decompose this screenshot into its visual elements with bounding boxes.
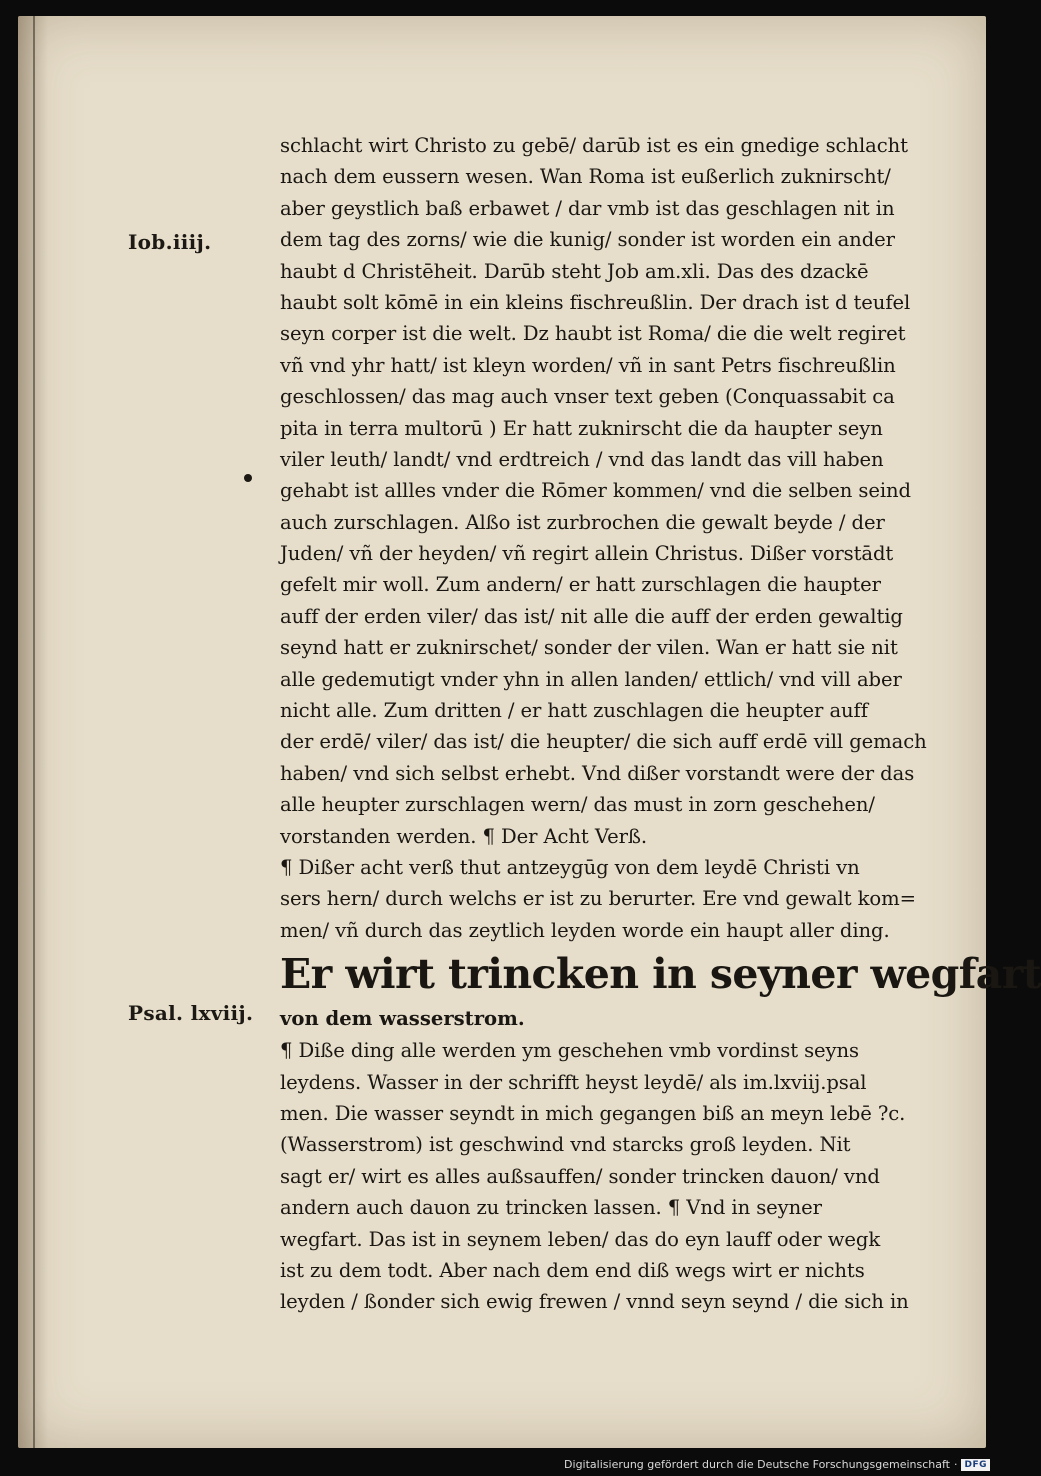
- dfg-logo-icon: DFG: [961, 1459, 990, 1471]
- text-line: (Wasserstrom) ist geschwind vnd starcks groß leyden. Nit: [280, 1133, 851, 1157]
- text-line: seyn corper ist die welt. Dz haubt ist Roma/ die die welt regiret: [280, 322, 906, 346]
- text-line: nicht alle. Zum dritten / er hatt zuschlagen die heupter auff: [280, 699, 868, 723]
- text-section-1: [280, 130, 956, 946]
- digitization-footer: Digitalisierung gefördert durch die Deutsche Forschungsgemeinschaft · DFG: [564, 1458, 990, 1471]
- margin-bullet-mark: [244, 474, 252, 482]
- text-line: sers hern/ durch welchs er ist zu berurter. Ere vnd gewalt kom=: [280, 887, 916, 911]
- text-line: sagt er/ wirt es alles außsauffen/ sonder trincken dauon/ vnd: [280, 1164, 880, 1188]
- text-line: viler leuth/ landt/ vnd erdtreich / vnd das landt das vill haben: [280, 447, 884, 471]
- text-line: auff der erden viler/ das ist/ nit alle die auff der erden gewaltig: [280, 604, 903, 628]
- text-line: auch zurschlagen. Alßo ist zurbrochen die gewalt beyde / der: [280, 510, 885, 534]
- text-line: Juden/ vñ der heyden/ vñ regirt allein Christus. Dißer vorstādt: [280, 542, 894, 566]
- footer-credit: Digitalisierung gefördert durch die Deutsche Forschungsgemeinschaft: [564, 1458, 950, 1471]
- text-line: aber geystlich baß erbawet / dar vmb ist das geschlagen nit in: [280, 196, 895, 220]
- page-gutter: [33, 16, 35, 1448]
- text-line: andern auch dauon zu trincken lassen. ¶ Vnd in seyner: [280, 1196, 822, 1220]
- margin-note-job: Iob.iiij.: [128, 230, 212, 254]
- text-line: schlacht wirt Christo zu gebē/ darūb ist es ein gnedige schlacht: [280, 134, 908, 157]
- text-line: wegfart. Das ist in seynem leben/ das do eyn lauff oder wegk: [280, 1227, 881, 1251]
- text-line: gefelt mir woll. Zum andern/ er hatt zurschlagen die haupter: [280, 573, 881, 597]
- text-line: leyden / ßonder sich ewig frewen / vnnd seyn seynd / die sich in: [280, 1290, 909, 1314]
- text-line: pita in terra multorū ) Er hatt zuknirscht die da haupter seyn: [280, 416, 883, 440]
- text-line: leydens. Wasser in der schrifft heyst leydē/ als im.lxviij.psal: [280, 1070, 867, 1094]
- text-line: vñ vnd yhr hatt/ ist kleyn worden/ vñ in sant Petrs fischreußlin: [280, 353, 896, 377]
- text-section-2: [280, 1035, 956, 1318]
- verse-heading-continuation: von dem wasserstrom.: [280, 1007, 525, 1031]
- text-line: alle gedemutigt vnder yhn in allen landen/ ettlich/ vnd vill aber: [280, 667, 902, 691]
- text-line: vorstanden werden. ¶ Der Acht Verß.: [280, 824, 647, 848]
- text-line: geschlossen/ das mag auch vnser text geben (Conquassabit ca: [280, 385, 895, 409]
- margin-note-psalm: Psal. lxviij.: [128, 1001, 254, 1025]
- text-line: alle heupter zurschlagen wern/ das must in zorn geschehen/: [280, 793, 875, 817]
- text-line: ist zu dem todt. Aber nach dem end diß wegs wirt er nichts: [280, 1258, 865, 1282]
- text-line: dem tag des zorns/ wie die kunig/ sonder ist worden ein ander: [280, 228, 895, 252]
- text-line: men/ vñ durch das zeytlich leyden worde ein haupt aller ding.: [280, 918, 890, 942]
- text-line: haben/ vnd sich selbst erhebt. Vnd dißer vorstandt were der das: [280, 761, 915, 785]
- text-line: gehabt ist allles vnder die Rōmer kommen/ vnd die selben seind: [280, 479, 911, 503]
- verse-heading: Er wirt trincken in seyner wegfart: [280, 950, 1041, 999]
- book-page: [18, 16, 1041, 1448]
- text-line: haubt d Christēheit. Darūb steht Job am.xli. Das des dzackē: [280, 259, 869, 283]
- text-line: nach dem eussern wesen. Wan Roma ist eußerlich zuknirscht/: [280, 165, 891, 189]
- text-line: haubt solt kōmē in ein kleins fischreußlin. Der drach ist d teufel: [280, 290, 911, 314]
- text-line: ¶ Diße ding alle werden ym geschehen vmb vordinst seyns: [280, 1039, 859, 1063]
- text-line: men. Die wasser seyndt in mich gegangen biß an meyn lebē ?c.: [280, 1101, 906, 1125]
- text-line: der erdē/ viler/ das ist/ die heupter/ die sich auff erdē vill gemach: [280, 730, 927, 754]
- text-line: seynd hatt er zuknirschet/ sonder der vilen. Wan er hatt sie nit: [280, 636, 898, 660]
- text-line: ¶ Dißer acht verß thut antzeygūg von dem leydē Christi vn: [280, 855, 860, 879]
- main-text-block: [280, 130, 1041, 1318]
